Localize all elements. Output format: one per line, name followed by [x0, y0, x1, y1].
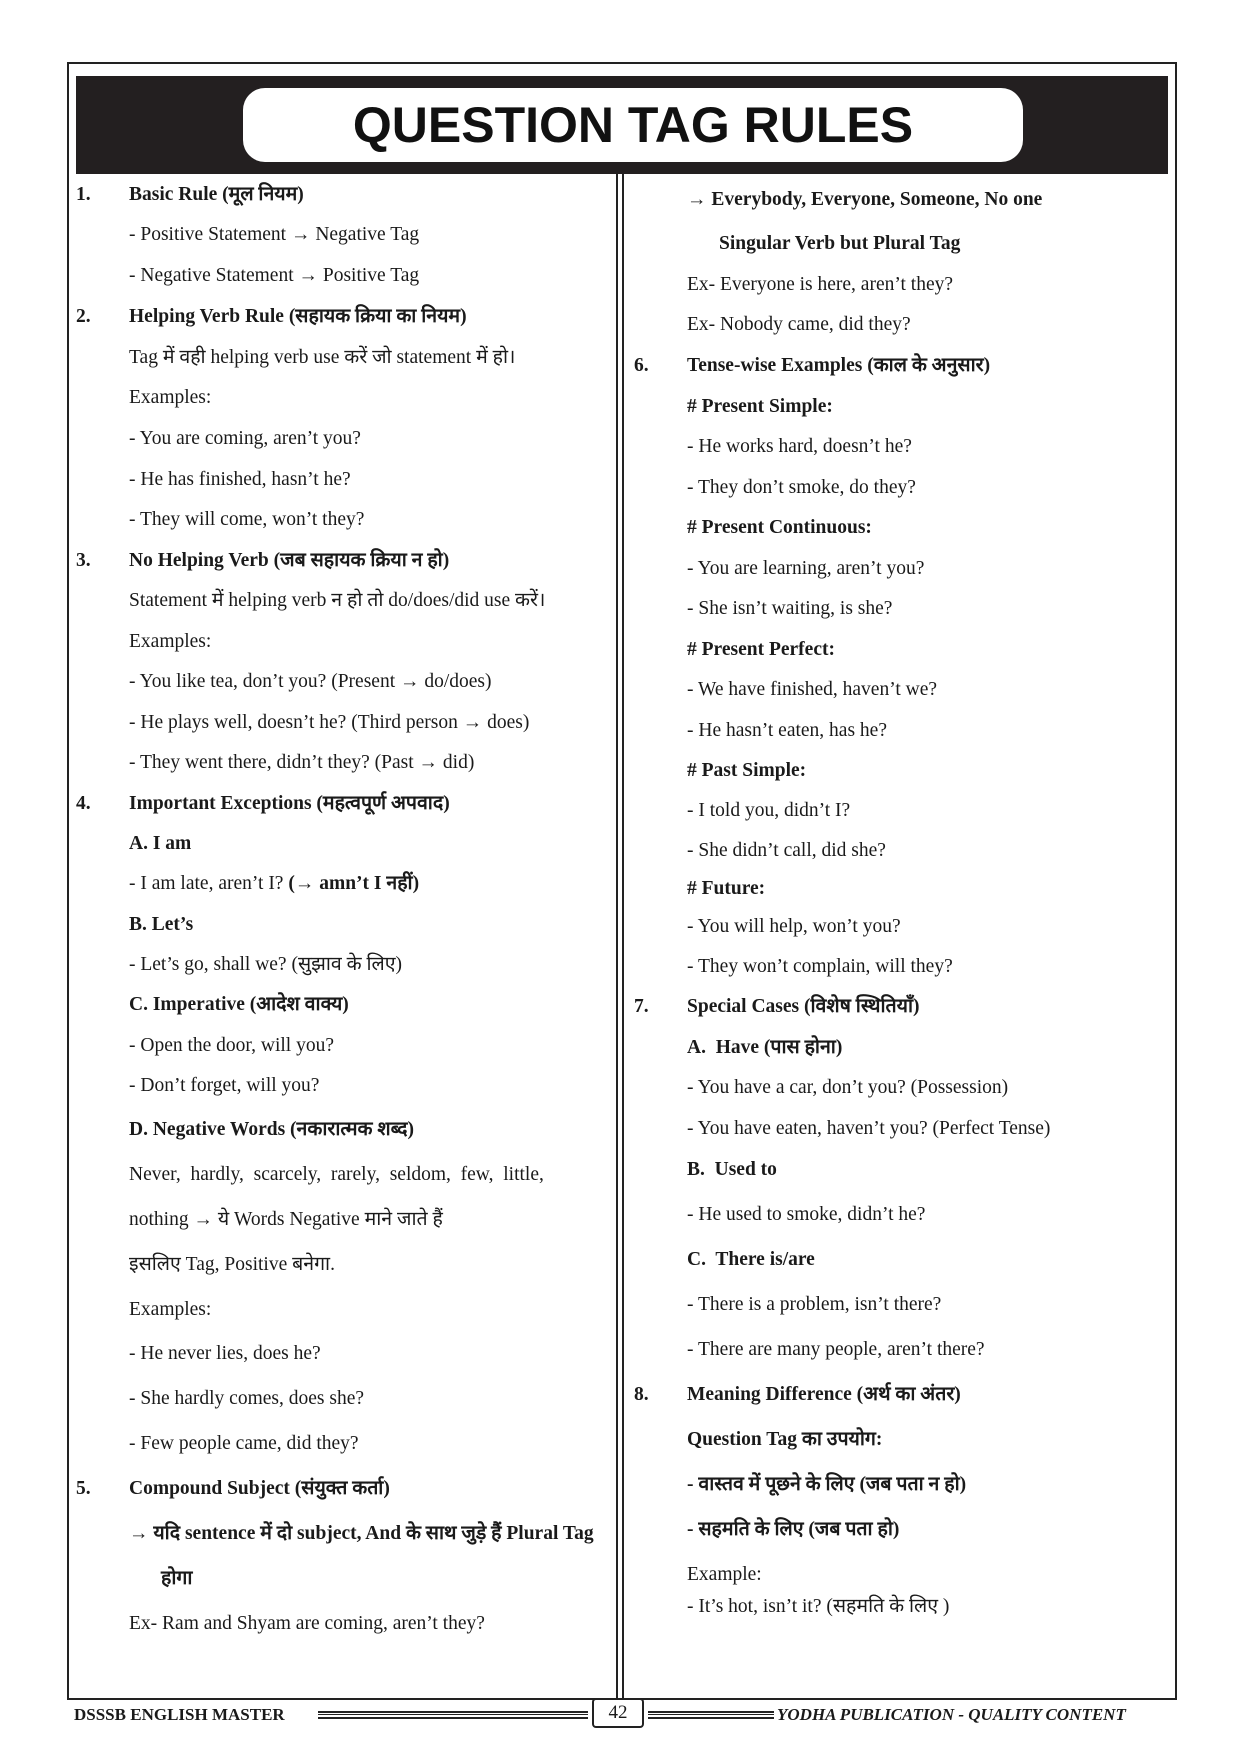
- list-item: Never, hardly, scarcely, rarely, seldom, few, little,: [129, 1164, 544, 1185]
- section-number: 1.: [76, 184, 91, 205]
- list-item: - There are many people, aren’t there?: [687, 1339, 985, 1360]
- sub-heading: Question Tag का उपयोग:: [687, 1429, 883, 1450]
- list-item: Ex- Everyone is here, aren’t they?: [687, 274, 954, 295]
- section-number: 5.: [76, 1478, 91, 1499]
- list-item: - You are learning, aren’t you?: [687, 558, 925, 579]
- list-item: → यदि sentence में दो subject, And के साथ जुड़े हैं Plural Tag: [129, 1523, 594, 1544]
- list-item: Tag में वही helping verb use करें जो statement में हो।: [129, 347, 516, 368]
- list-item: - She isn’t waiting, is she?: [687, 598, 893, 619]
- list-item: Examples:: [129, 1299, 212, 1320]
- list-item: - He works hard, doesn’t he?: [687, 436, 912, 457]
- list-item: - He plays well, doesn’t he? (Third person → does): [129, 712, 530, 733]
- list-item: - It’s hot, isn’t it? (सहमति के लिए ): [687, 1596, 950, 1617]
- list-item: - He used to smoke, didn’t he?: [687, 1204, 926, 1225]
- section-number: 8.: [634, 1384, 649, 1405]
- section-heading: Tense-wise Examples (काल के अनुसार): [687, 355, 991, 376]
- sub-heading: B. Used to: [687, 1159, 777, 1180]
- list-item: होगा: [161, 1568, 193, 1589]
- footer-rule: [648, 1711, 774, 1719]
- sub-heading: # Present Perfect:: [687, 639, 835, 660]
- page-number: 42: [608, 1702, 628, 1723]
- list-item: - You have a car, don’t you? (Possession): [687, 1077, 1009, 1098]
- list-item: Singular Verb but Plural Tag: [719, 233, 961, 254]
- list-item: Statement में helping verb न हो तो do/does/did use करें।: [129, 590, 546, 611]
- list-item: - You like tea, don’t you? (Present → do/does): [129, 671, 492, 692]
- sub-heading: # Past Simple:: [687, 760, 807, 781]
- list-item: - You will help, won’t you?: [687, 916, 901, 937]
- sub-heading: D. Negative Words (नकारात्मक शब्द): [129, 1119, 415, 1140]
- list-item: - Let’s go, shall we? (सुझाव के लिए): [129, 954, 403, 975]
- section-number: 3.: [76, 550, 91, 571]
- section-heading: No Helping Verb (जब सहायक क्रिया न हो): [129, 550, 450, 571]
- section-heading: Meaning Difference (अर्थ का अंतर): [687, 1384, 961, 1405]
- list-item: - She hardly comes, does she?: [129, 1388, 365, 1409]
- footer-book-title: DSSSB ENGLISH MASTER: [74, 1705, 285, 1724]
- list-item: - I told you, didn’t I?: [687, 800, 851, 821]
- sub-heading: A. I am: [129, 833, 192, 854]
- list-item: - She didn’t call, did she?: [687, 840, 886, 861]
- section-heading: Compound Subject (संयुक्त कर्ता): [129, 1478, 390, 1499]
- sub-heading: A. Have (पास होना): [687, 1037, 843, 1058]
- list-item: - They went there, didn’t they? (Past → did): [129, 752, 475, 773]
- list-item: Ex- Nobody came, did they?: [687, 314, 911, 335]
- section-number: 6.: [634, 355, 649, 376]
- list-item: - Positive Statement → Negative Tag: [129, 224, 420, 245]
- list-item: - They won’t complain, will they?: [687, 956, 953, 977]
- list-item: Examples:: [129, 387, 212, 408]
- section-heading: Basic Rule (मूल नियम): [129, 184, 304, 205]
- page-number-box: [592, 1698, 644, 1728]
- list-item: → Everybody, Everyone, Someone, No one: [687, 189, 1043, 210]
- sub-heading: C. Imperative (आदेश वाक्य): [129, 994, 349, 1015]
- list-item: - They will come, won’t they?: [129, 509, 365, 530]
- section-heading: Special Cases (विशेष स्थितियाँ): [687, 996, 920, 1017]
- list-item: - Open the door, will you?: [129, 1035, 335, 1056]
- list-item: - He has finished, hasn’t he?: [129, 469, 351, 490]
- footer-rule: [318, 1711, 588, 1719]
- footer-publisher: YODHA PUBLICATION - QUALITY CONTENT: [777, 1705, 1126, 1724]
- section-number: 7.: [634, 996, 649, 1017]
- list-item: Ex- Ram and Shyam are coming, aren’t they?: [129, 1613, 485, 1634]
- list-item: - They don’t smoke, do they?: [687, 477, 916, 498]
- section-heading: Important Exceptions (महत्वपूर्ण अपवाद): [129, 793, 450, 814]
- list-item: - Few people came, did they?: [129, 1433, 359, 1454]
- list-item: - He never lies, does he?: [129, 1343, 321, 1364]
- list-item: - We have finished, haven’t we?: [687, 679, 938, 700]
- list-item: इसलिए Tag, Positive बनेगा.: [129, 1254, 335, 1275]
- section-number: 2.: [76, 306, 91, 327]
- section-number: 4.: [76, 793, 91, 814]
- list-item: - Negative Statement → Positive Tag: [129, 265, 420, 286]
- list-item: - You have eaten, haven’t you? (Perfect Tense): [687, 1118, 1051, 1139]
- sub-heading: C. There is/are: [687, 1249, 815, 1270]
- sub-heading: # Present Simple:: [687, 396, 833, 417]
- list-item: - He hasn’t eaten, has he?: [687, 720, 887, 741]
- sub-heading: B. Let’s: [129, 914, 194, 935]
- column-divider: [622, 174, 624, 1698]
- list-item: Examples:: [129, 631, 212, 652]
- list-item: - सहमति के लिए (जब पता हो): [687, 1519, 900, 1540]
- sub-heading: # Present Continuous:: [687, 517, 872, 538]
- list-item: Example:: [687, 1564, 762, 1585]
- list-item: nothing → ये Words Negative माने जाते हैं: [129, 1209, 443, 1230]
- list-item: - वास्तव में पूछने के लिए (जब पता न हो): [687, 1474, 967, 1495]
- list-item: - I am late, aren’t I? (→ amn’t I नहीं): [129, 873, 420, 894]
- page-title: QUESTION TAG RULES: [352, 97, 914, 153]
- list-item: - You are coming, aren’t you?: [129, 428, 361, 449]
- sub-heading: # Future:: [687, 878, 766, 899]
- list-item: - Don’t forget, will you?: [129, 1075, 320, 1096]
- section-heading: Helping Verb Rule (सहायक क्रिया का नियम): [129, 306, 467, 327]
- list-item: - There is a problem, isn’t there?: [687, 1294, 942, 1315]
- column-divider: [616, 174, 618, 1698]
- title-box: [243, 88, 1023, 162]
